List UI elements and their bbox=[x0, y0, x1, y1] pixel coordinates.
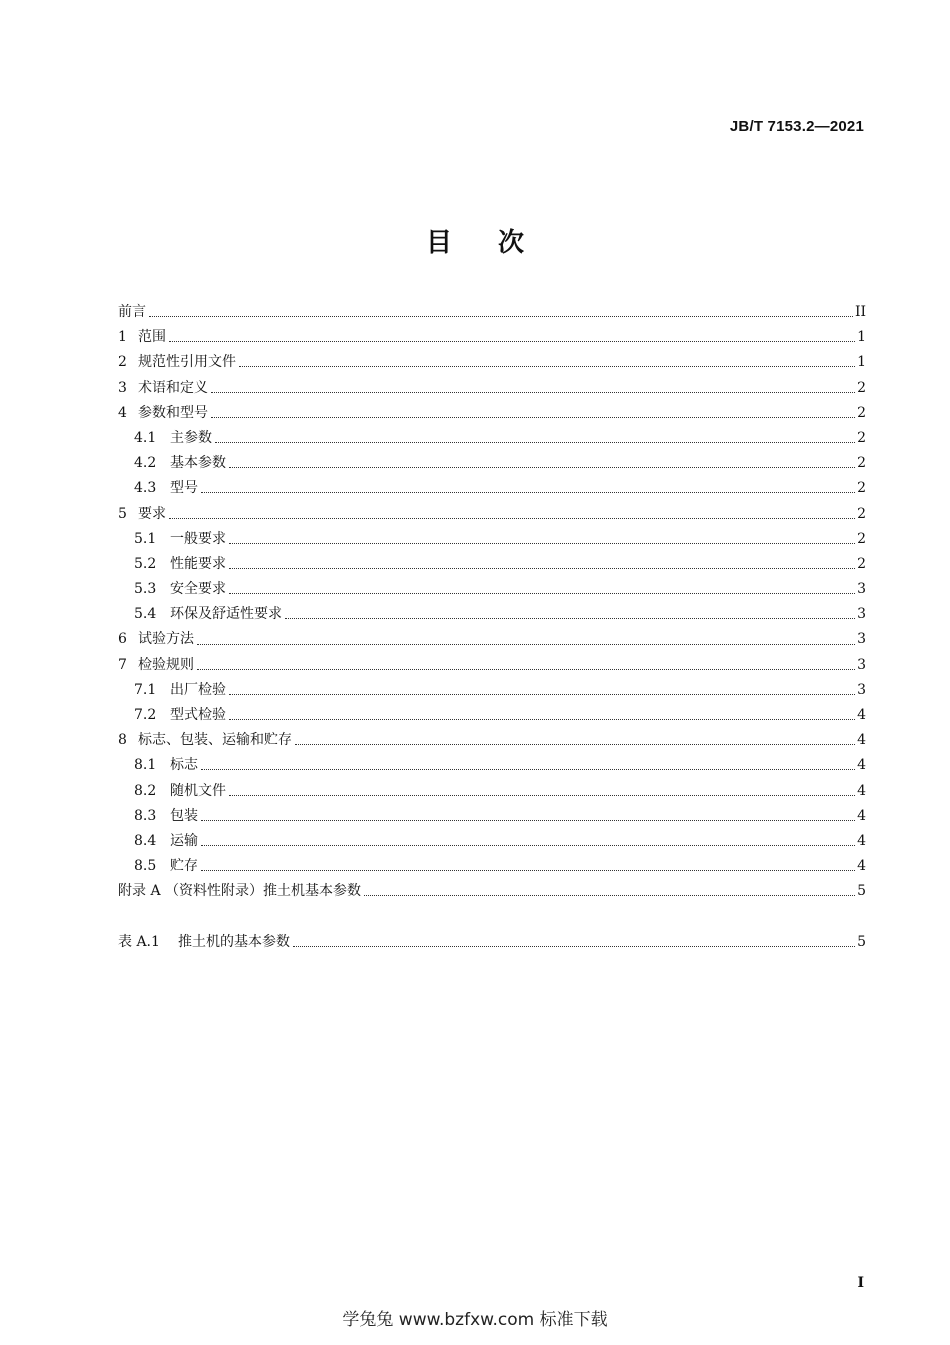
toc-label: 包装 bbox=[170, 807, 198, 824]
toc-number: 5 bbox=[118, 505, 127, 522]
toc-page: 3 bbox=[857, 581, 866, 598]
toc-entry-6[interactable] bbox=[118, 627, 866, 652]
leader-dots bbox=[149, 316, 853, 317]
toc-page: 3 bbox=[857, 681, 866, 698]
toc-entry-8-4[interactable] bbox=[118, 829, 866, 854]
toc-number: 3 bbox=[118, 379, 127, 396]
title-char-2: 次 bbox=[498, 228, 525, 258]
toc-number: 7 bbox=[118, 656, 127, 673]
toc-entry-7[interactable] bbox=[118, 653, 866, 678]
toc-label: 要求 bbox=[138, 505, 166, 522]
toc-page: 5 bbox=[857, 883, 866, 900]
toc-page: 2 bbox=[857, 505, 866, 522]
toc-entry-8-1[interactable] bbox=[118, 753, 866, 778]
toc-label: 随机文件 bbox=[170, 782, 226, 799]
leader-dots bbox=[211, 392, 855, 393]
toc-label: 一般要求 bbox=[170, 530, 226, 547]
toc-page: II bbox=[854, 304, 866, 320]
toc-entry-7-2[interactable] bbox=[118, 703, 866, 728]
leader-dots bbox=[201, 820, 855, 821]
toc-page: 4 bbox=[857, 807, 866, 824]
toc-number: 6 bbox=[118, 631, 127, 648]
toc-label: 贮存 bbox=[170, 858, 198, 875]
toc-label: 前言 bbox=[118, 304, 146, 320]
toc-label: 型式检验 bbox=[170, 707, 226, 723]
toc-entry-4-2[interactable] bbox=[118, 451, 866, 476]
leader-dots bbox=[229, 467, 855, 468]
leader-dots bbox=[229, 795, 855, 796]
toc-label: 检验规则 bbox=[138, 656, 194, 673]
toc-page: 4 bbox=[857, 757, 866, 774]
toc-entry-5-4[interactable] bbox=[118, 602, 866, 627]
title-char-1: 目 bbox=[425, 228, 452, 258]
leader-dots bbox=[197, 669, 855, 670]
toc-number: 7.2 bbox=[134, 707, 157, 723]
leader-dots bbox=[293, 946, 855, 947]
toc-page: 2 bbox=[857, 480, 866, 497]
toc-page: 3 bbox=[857, 631, 866, 648]
toc-label: 基本参数 bbox=[170, 455, 226, 472]
toc-page: 2 bbox=[857, 429, 866, 446]
toc-page: 4 bbox=[857, 858, 866, 875]
toc-number: 4.1 bbox=[134, 429, 157, 446]
table-of-contents bbox=[118, 300, 866, 955]
leader-dots bbox=[215, 442, 855, 443]
toc-page: 1 bbox=[857, 354, 866, 371]
toc-page: 4 bbox=[857, 782, 866, 799]
toc-number: 2 bbox=[118, 354, 127, 371]
leader-dots bbox=[285, 618, 855, 619]
toc-entry-appendix-a[interactable] bbox=[118, 879, 866, 904]
standard-code: JB/T 7153.2—2021 bbox=[729, 118, 864, 135]
toc-number: 5.4 bbox=[134, 606, 157, 623]
toc-page: 3 bbox=[857, 606, 866, 623]
toc-entry-2[interactable] bbox=[118, 350, 866, 375]
leader-dots bbox=[201, 492, 855, 493]
toc-label: 环保及舒适性要求 bbox=[170, 606, 282, 623]
toc-page: 4 bbox=[857, 832, 866, 849]
toc-page: 4 bbox=[857, 707, 866, 723]
toc-label: 标志 bbox=[170, 757, 198, 774]
page-number: I bbox=[857, 1275, 864, 1291]
toc-number: 8 bbox=[118, 732, 127, 749]
toc-page: 2 bbox=[857, 404, 866, 421]
toc-page: 5 bbox=[857, 933, 866, 950]
toc-page: 2 bbox=[857, 555, 866, 572]
toc-label: 出厂检验 bbox=[170, 681, 226, 698]
leader-dots bbox=[229, 568, 855, 569]
page-title bbox=[0, 222, 950, 259]
leader-dots bbox=[364, 895, 855, 896]
toc-entry-8-2[interactable] bbox=[118, 779, 866, 804]
toc-page: 1 bbox=[857, 329, 866, 346]
toc-label: 规范性引用文件 bbox=[138, 354, 236, 371]
toc-entry-5-1[interactable] bbox=[118, 527, 866, 552]
toc-label: 范围 bbox=[138, 329, 166, 346]
leader-dots bbox=[229, 543, 855, 544]
toc-number: 表 A.1 bbox=[118, 933, 160, 950]
toc-entry-5-2[interactable] bbox=[118, 552, 866, 577]
toc-label: 术语和定义 bbox=[138, 379, 208, 396]
toc-entry-foreword[interactable] bbox=[118, 300, 866, 325]
toc-page: 2 bbox=[857, 530, 866, 547]
toc-number: 8.5 bbox=[134, 858, 157, 875]
leader-dots bbox=[169, 518, 855, 519]
leader-dots bbox=[239, 366, 855, 367]
toc-entry-5-3[interactable] bbox=[118, 577, 866, 602]
toc-label: 性能要求 bbox=[170, 555, 226, 572]
leader-dots bbox=[201, 845, 855, 846]
toc-entry-1[interactable] bbox=[118, 325, 866, 350]
toc-entry-4-1[interactable] bbox=[118, 426, 866, 451]
toc-number: 4 bbox=[118, 404, 127, 421]
toc-label: 运输 bbox=[170, 832, 198, 849]
toc-label: 安全要求 bbox=[170, 581, 226, 598]
leader-dots bbox=[211, 417, 855, 418]
toc-number: 4.3 bbox=[134, 480, 157, 497]
toc-number: 5.1 bbox=[134, 530, 157, 547]
toc-page: 2 bbox=[857, 379, 866, 396]
toc-page: 4 bbox=[857, 732, 866, 749]
toc-number: 7.1 bbox=[134, 681, 157, 698]
toc-number: 8.1 bbox=[134, 757, 157, 774]
toc-label: 标志、包装、运输和贮存 bbox=[138, 732, 292, 749]
toc-entry-8[interactable] bbox=[118, 728, 866, 753]
toc-number: 8.4 bbox=[134, 832, 157, 849]
toc-entry-4-3[interactable] bbox=[118, 476, 866, 501]
leader-dots bbox=[201, 769, 855, 770]
toc-entry-table-a1[interactable] bbox=[118, 930, 866, 955]
toc-entry-8-3[interactable] bbox=[118, 804, 866, 829]
leader-dots bbox=[197, 644, 855, 645]
toc-number: 8.2 bbox=[134, 782, 157, 799]
toc-number: 8.3 bbox=[134, 807, 157, 824]
toc-label: 参数和型号 bbox=[138, 404, 208, 421]
toc-entry-8-5[interactable] bbox=[118, 854, 866, 879]
toc-label: 型号 bbox=[170, 480, 198, 497]
toc-number: 5.3 bbox=[134, 581, 157, 598]
toc-entry-5[interactable] bbox=[118, 502, 866, 527]
toc-page: 2 bbox=[857, 455, 866, 472]
toc-number: 1 bbox=[118, 329, 127, 346]
toc-label: 附录 A （资料性附录）推土机基本参数 bbox=[118, 883, 362, 900]
leader-dots bbox=[229, 719, 855, 720]
leader-dots bbox=[169, 341, 855, 342]
leader-dots bbox=[295, 744, 855, 745]
toc-number: 4.2 bbox=[134, 455, 157, 472]
toc-entry-3[interactable] bbox=[118, 376, 866, 401]
leader-dots bbox=[201, 870, 855, 871]
toc-entry-4[interactable] bbox=[118, 401, 866, 426]
leader-dots bbox=[229, 593, 855, 594]
watermark-text: 学兔兔 www.bzfxw.com 标准下载 bbox=[342, 1310, 608, 1330]
toc-number: 5.2 bbox=[134, 555, 157, 572]
toc-entry-7-1[interactable] bbox=[118, 678, 866, 703]
toc-label: 主参数 bbox=[170, 429, 212, 446]
toc-page: 3 bbox=[857, 656, 866, 673]
toc-label: 试验方法 bbox=[138, 631, 194, 648]
leader-dots bbox=[229, 694, 855, 695]
toc-label: 推土机的基本参数 bbox=[178, 933, 290, 950]
